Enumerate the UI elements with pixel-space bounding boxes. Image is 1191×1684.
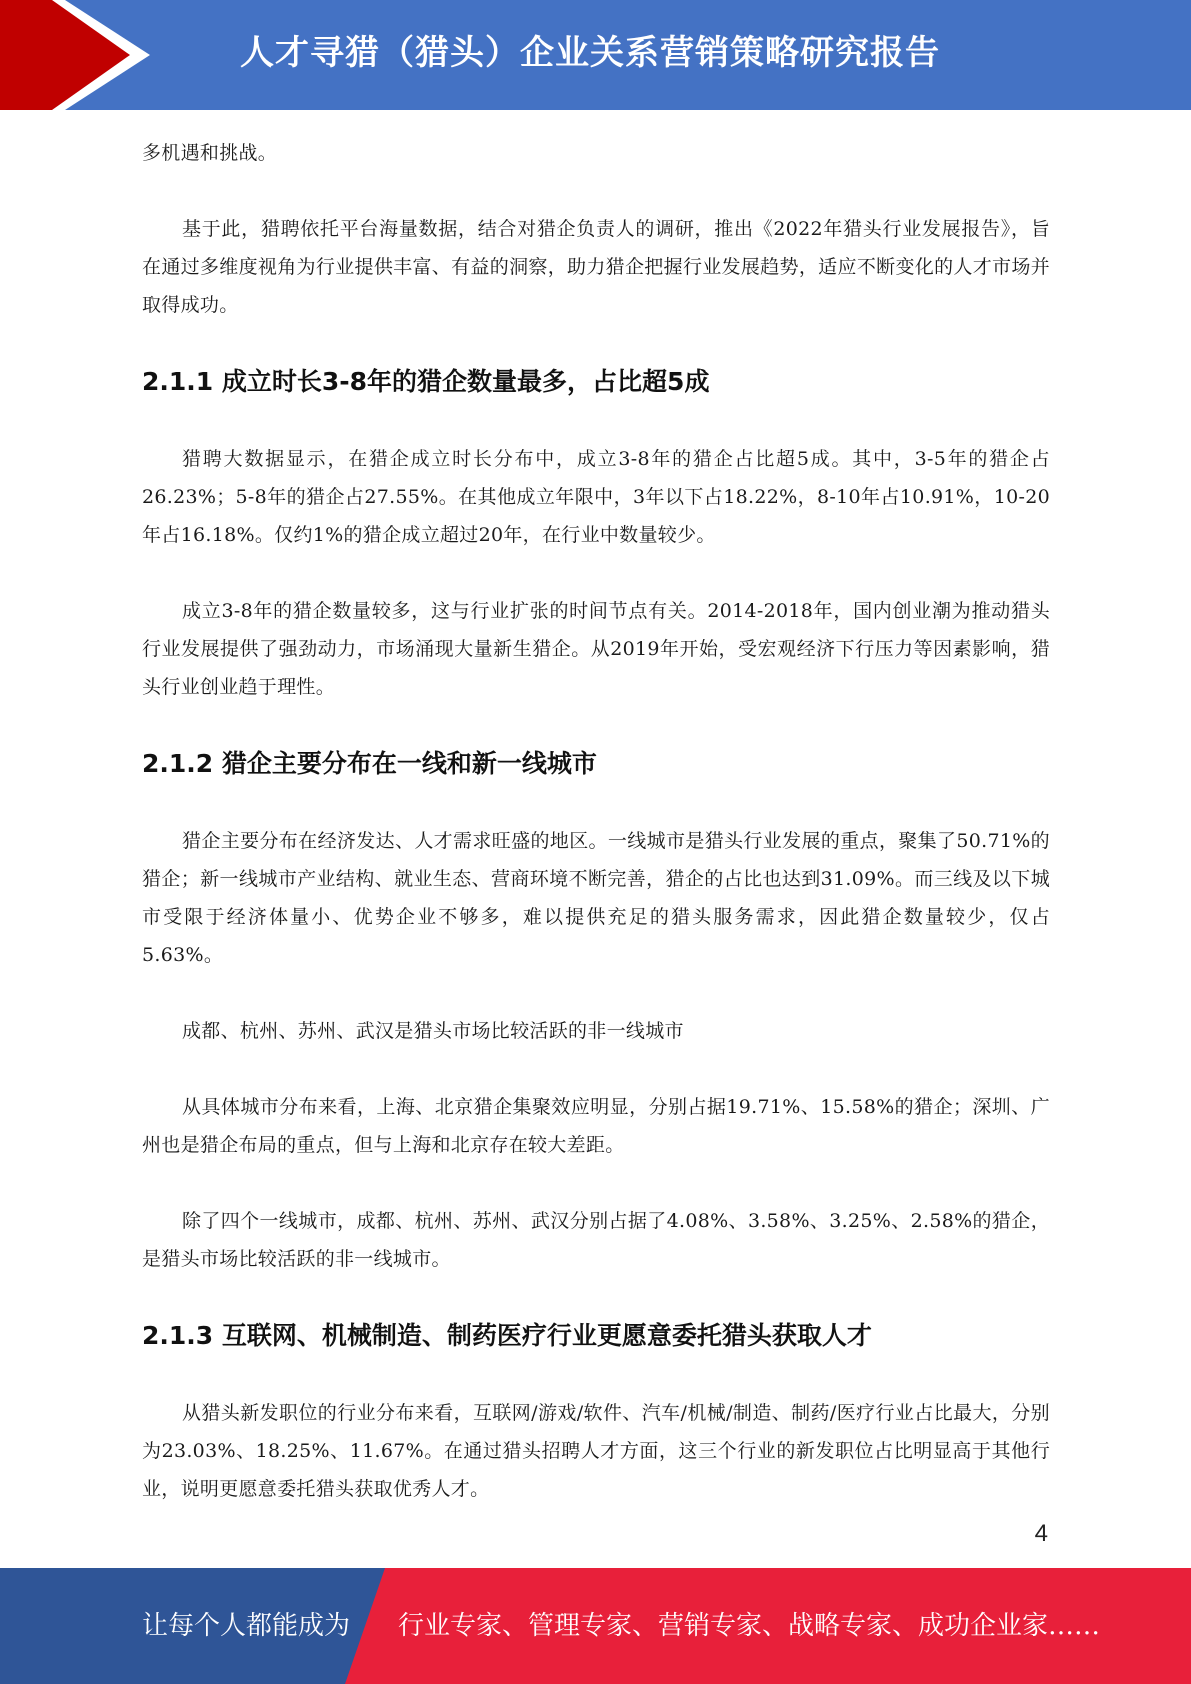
document-body	[142, 134, 1050, 1546]
paragraph: 成立3-8年的猎企数量较多，这与行业扩张的时间节点有关。2014-2018年，国内创业潮为推动猎头行业发展提供了强劲动力，市场涌现大量新生猎企。从2019年开始，受宏观经济下行压力等因素影响，猎头行业创业趋于理性。	[142, 600, 1050, 698]
page-header	[0, 0, 1191, 110]
paragraph: 除了四个一线城市，成都、杭州、苏州、武汉分别占据了4.08%、3.58%、3.25%、2.58%的猎企，是猎头市场比较活跃的非一线城市。	[142, 1210, 1050, 1270]
section-heading-2-1-1: 2.1.1 成立时长3-8年的猎企数量最多，占比超5成	[142, 367, 710, 396]
section-heading-2-1-2: 2.1.2 猎企主要分布在一线和新一线城市	[142, 749, 597, 778]
paragraph: 基于此，猎聘依托平台海量数据，结合对猎企负责人的调研，推出《2022年猎头行业发展报告》，旨在通过多维度视角为行业提供丰富、有益的洞察，助力猎企把握行业发展趋势，适应不断变化的人才市场并取得成功。	[142, 218, 1050, 316]
paragraph: 多机遇和挑战。	[142, 142, 278, 164]
footer-slogan-right: 行业专家、管理专家、营销专家、战略专家、成功企业家……	[398, 1611, 1101, 1641]
paragraph: 从猎头新发职位的行业分布来看，互联网/游戏/软件、汽车/机械/制造、制药/医疗行业占比最大，分别为23.03%、18.25%、11.67%。在通过猎头招聘人才方面，这三个行业的新发职位占比明显高于其他行业，说明更愿意委托猎头获取优秀人才。	[142, 1402, 1050, 1500]
paragraph: 猎企主要分布在经济发达、人才需求旺盛的地区。一线城市是猎头行业发展的重点，聚集了50.71%的猎企；新一线城市产业结构、就业生态、营商环境不断完善，猎企的占比也达到31.09%。而三线及以下城市受限于经济体量小、优势企业不够多，难以提供充足的猎头服务需求，因此猎企数量较少，仅占5.63%。	[142, 830, 1050, 966]
paragraph: 成都、杭州、苏州、武汉是猎头市场比较活跃的非一线城市	[182, 1020, 684, 1042]
page-number: 4	[1034, 1520, 1048, 1547]
header-arrow-graphic	[0, 0, 160, 110]
footer-slogan-left: 让每个人都能成为	[142, 1611, 351, 1641]
paragraph: 猎聘大数据显示，在猎企成立时长分布中，成立3-8年的猎企占比超5成。其中，3-5年的猎企占26.23%；5-8年的猎企占27.55%。在其他成立年限中，3年以下占18.22%，8-10年占10.91%，10-20年占16.18%。仅约1%的猎企成立超过20年，在行业中数量较少。	[142, 448, 1050, 546]
section-heading-2-1-3: 2.1.3 互联网、机械制造、制药医疗行业更愿意委托猎头获取人才	[142, 1321, 872, 1350]
paragraph: 从具体城市分布来看，上海、北京猎企集聚效应明显，分别占据19.71%、15.58%的猎企；深圳、广州也是猎企布局的重点，但与上海和北京存在较大差距。	[142, 1096, 1050, 1156]
header-title: 人才寻猎（猎头）企业关系营销策略研究报告	[240, 33, 940, 73]
page-footer	[0, 1568, 1191, 1684]
